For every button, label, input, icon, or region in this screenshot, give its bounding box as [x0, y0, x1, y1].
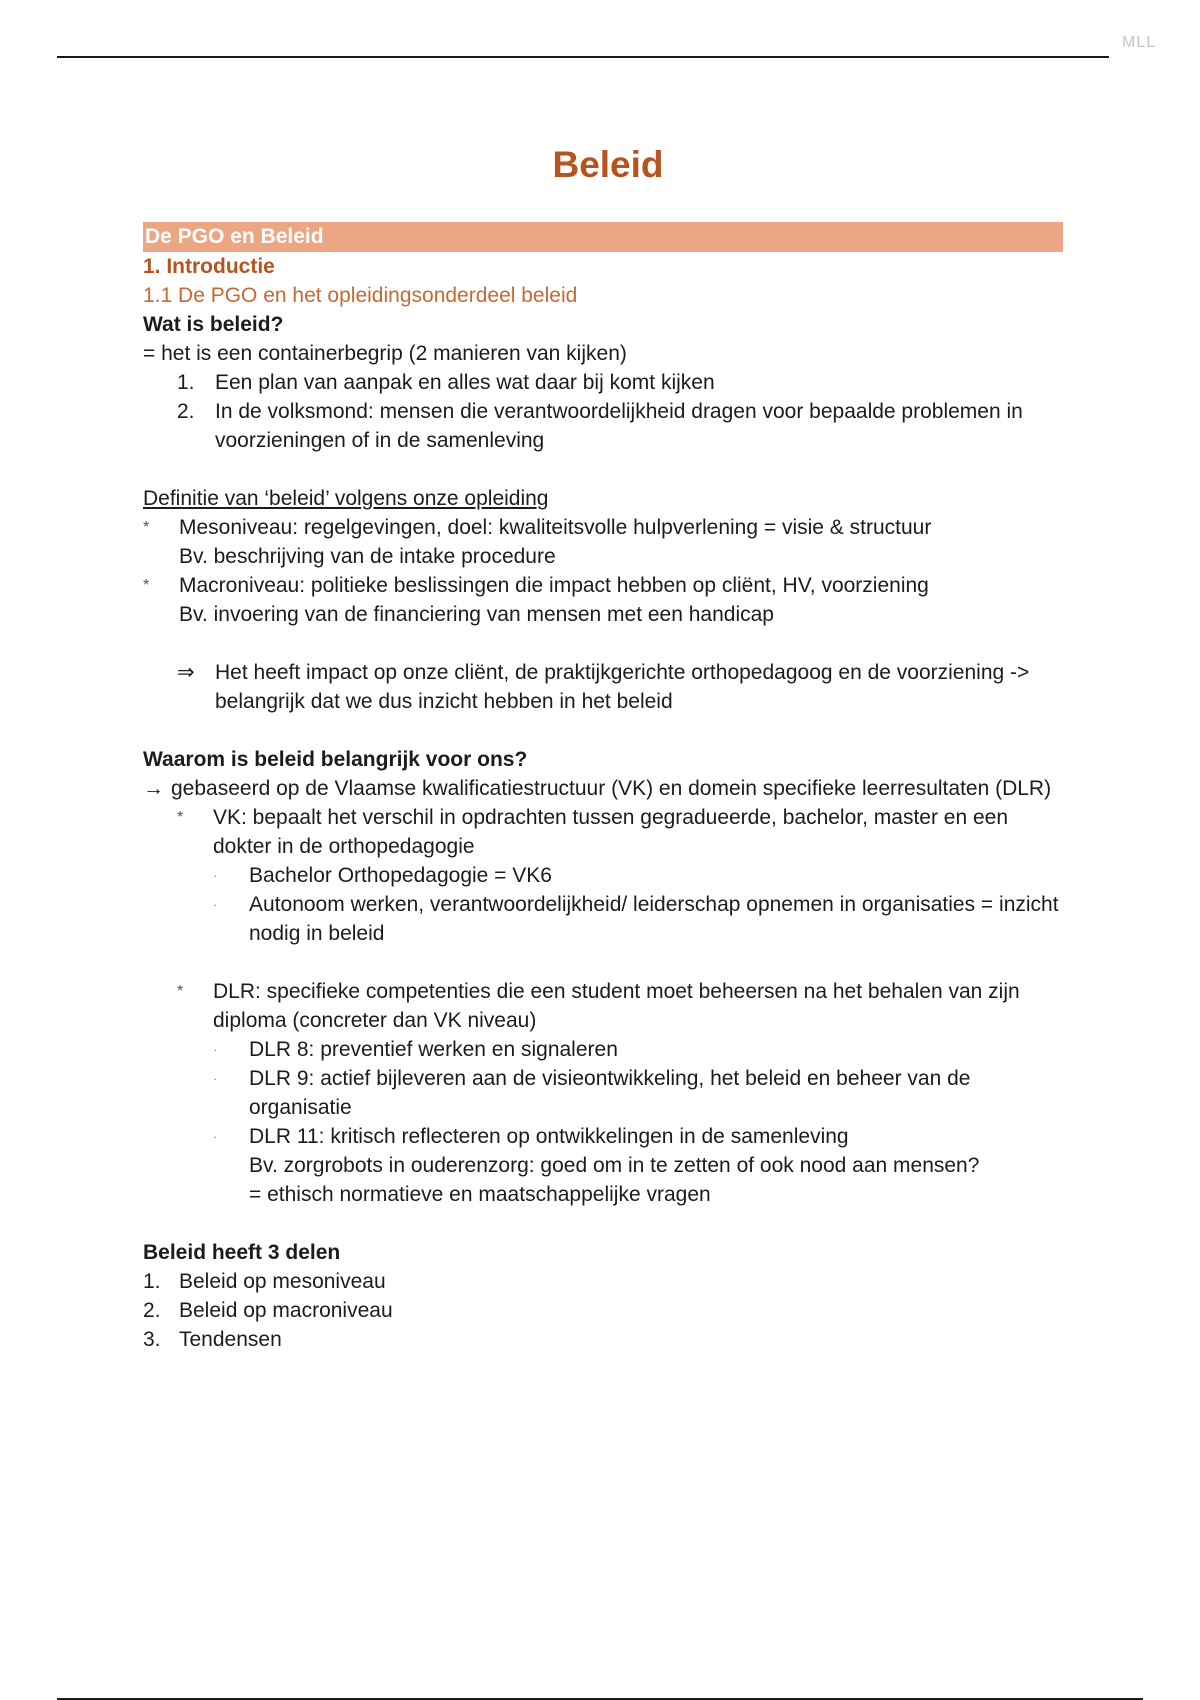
list-item: [143, 513, 1063, 542]
list-item: [143, 1296, 1063, 1325]
arrow-text: gebaseerd op de Vlaamse kwalificatiestructuur (VK) en domein specifieke leerresultaten (DLR): [171, 777, 1052, 800]
page-title: Beleid: [552, 144, 664, 185]
arrow-right-icon: →: [143, 777, 164, 800]
bullet-icon: *: [177, 809, 184, 826]
double-arrow-icon: ⇒: [177, 661, 195, 684]
section-banner: De PGO en Beleid: [143, 222, 1063, 252]
list-text: In de volksmond: mensen die verantwoordelijkheid dragen voor bepaalde problemen in voorzieningen of in de samenleving: [215, 400, 1023, 452]
sub-list-item: [143, 1035, 1063, 1064]
sub-list-item: [143, 890, 1063, 948]
list-text: Tendensen: [179, 1328, 282, 1351]
list-text: Autonoom werken, verantwoordelijkheid/ leiderschap opnemen in organisaties = inzicht nodig in beleid: [249, 893, 1059, 945]
dot-icon: ·: [213, 1042, 218, 1057]
header-mark: MLL: [1122, 34, 1157, 51]
bullet-icon: *: [177, 983, 184, 1000]
list-text: DLR 11: kritisch reflecteren op ontwikkelingen in de samenleving: [249, 1125, 849, 1148]
dot-icon: ·: [213, 1129, 218, 1144]
bullet-icon: *: [143, 577, 150, 594]
list-text: DLR: specifieke competenties die een student moet beheersen na het behalen van zijn diploma (concreter dan VK niveau): [213, 980, 1020, 1032]
dot-icon: ·: [213, 1071, 218, 1086]
conclusion: [143, 658, 1063, 716]
sub-list-item: [143, 1122, 1063, 1151]
sub-list-item: [143, 861, 1063, 890]
list-item: [143, 397, 1063, 455]
question-intro: = het is een containerbegrip (2 manieren van kijken): [143, 342, 627, 365]
definition-title: Definitie van ‘beleid’ volgens onze opleiding: [143, 487, 549, 510]
list-item: [143, 571, 1063, 600]
list-text: Bachelor Orthopedagogie = VK6: [249, 864, 552, 887]
list-number: 1.: [177, 371, 195, 394]
list-text: Een plan van aanpak en alles wat daar bij komt kijken: [215, 371, 715, 394]
dot-icon: ·: [213, 868, 218, 883]
bullet-icon: *: [143, 519, 150, 536]
list-text: Beleid op mesoniveau: [179, 1270, 386, 1293]
list-text: Mesoniveau: regelgevingen, doel: kwaliteitsvolle hulpverlening = visie & structuur: [179, 516, 932, 539]
list-text: DLR 8: preventief werken en signaleren: [249, 1038, 618, 1061]
list-item: [143, 977, 1063, 1035]
list-item: [143, 1325, 1063, 1354]
document-body: [143, 222, 1063, 1354]
example-text: Bv. invoering van de financiering van mensen met een handicap: [179, 603, 774, 626]
dot-icon: ·: [213, 897, 218, 912]
example-text: Bv. beschrijving van de intake procedure: [179, 545, 556, 568]
list-text: Macroniveau: politieke beslissingen die impact hebben op cliënt, HV, voorziening: [179, 574, 929, 597]
sub-list-item: [143, 1064, 1063, 1122]
example-text: Bv. zorgrobots in ouderenzorg: goed om in te zetten of ook nood aan mensen?: [249, 1154, 980, 1177]
list-item: [143, 368, 1063, 397]
parts-title: Beleid heeft 3 delen: [143, 1241, 341, 1264]
top-rule: [57, 56, 1109, 58]
arrow-line: [143, 774, 1063, 803]
heading-pgo-beleid: 1.1 De PGO en het opleidingsonderdeel beleid: [143, 284, 578, 307]
question-wat-is-beleid: Wat is beleid?: [143, 313, 284, 336]
conclusion-text: Het heeft impact op onze cliënt, de praktijkgerichte orthopedagoog en de voorziening -> belangrijk dat we dus inzicht hebben in het beleid: [215, 661, 1030, 713]
list-number: 2.: [143, 1299, 161, 1322]
list-text: Beleid op macroniveau: [179, 1299, 393, 1322]
example-note: = ethisch normatieve en maatschappelijke vragen: [249, 1183, 711, 1206]
list-number: 3.: [143, 1328, 161, 1351]
list-number: 2.: [177, 400, 195, 423]
heading-introductie: 1. Introductie: [143, 255, 275, 278]
list-item: [143, 1267, 1063, 1296]
list-text: DLR 9: actief bijleveren aan de visieontwikkeling, het beleid en beheer van de organisatie: [249, 1067, 971, 1119]
list-text: VK: bepaalt het verschil in opdrachten tussen gegradueerde, bachelor, master en een dokter in de orthopedagogie: [213, 806, 1009, 858]
list-number: 1.: [143, 1270, 161, 1293]
list-item: [143, 803, 1063, 861]
question-waarom: Waarom is beleid belangrijk voor ons?: [143, 748, 528, 771]
